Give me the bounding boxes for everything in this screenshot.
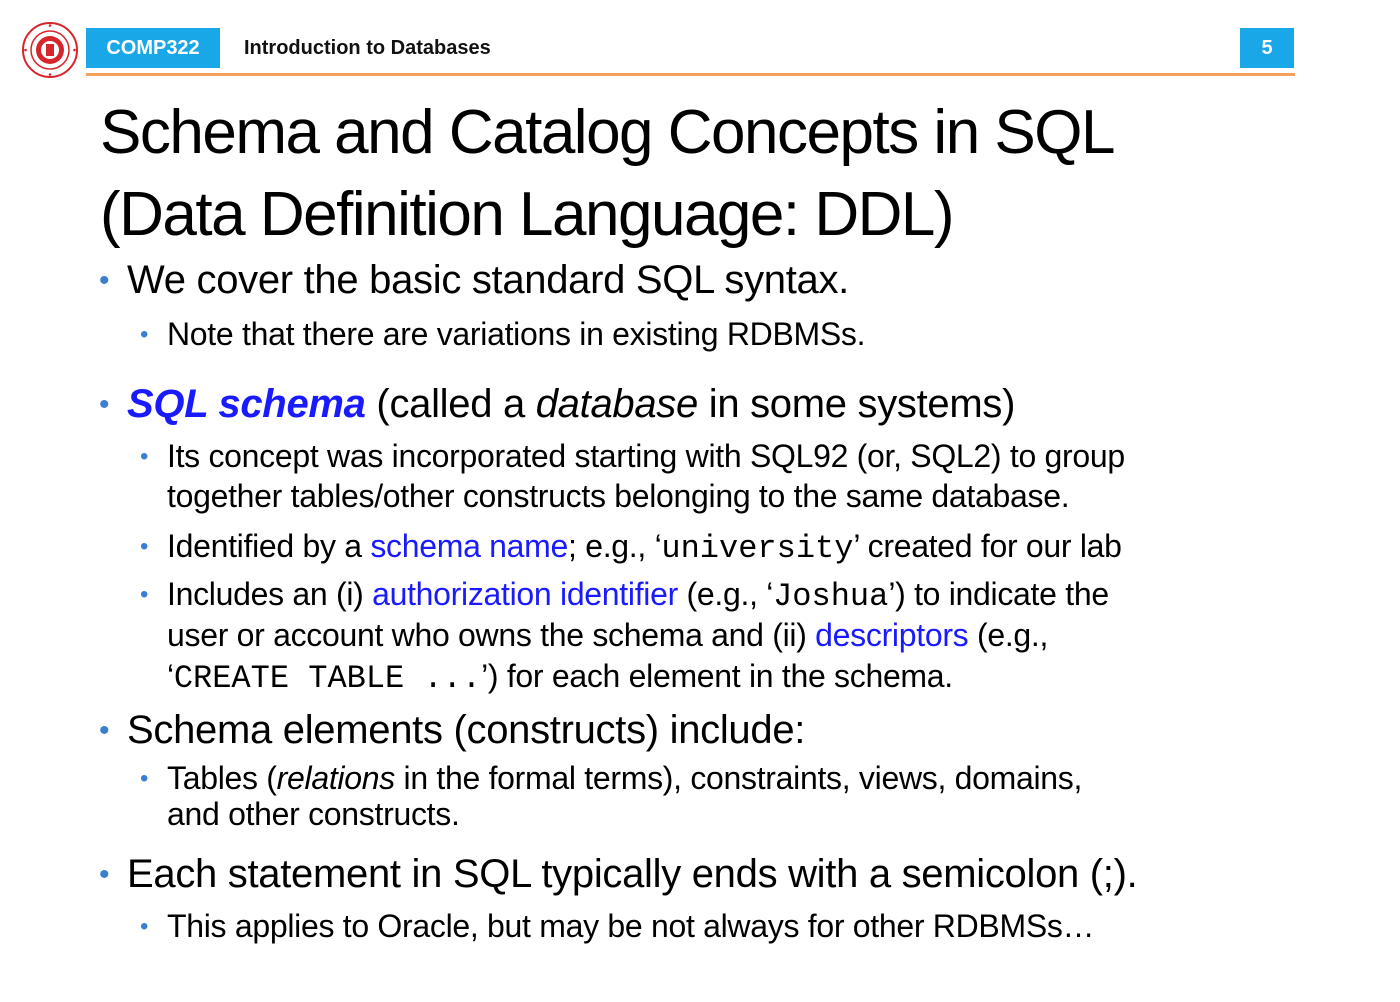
bullet-dot-icon: • [99,714,110,747]
bullet-text: (e.g., ‘ [677,576,774,612]
sub-bullet-authorization-cont [167,615,1048,655]
bullet-text: ’ created for our lab [853,528,1122,564]
term-schema-name: schema name [370,528,569,564]
sub-bullet-oracle [140,906,1095,946]
bullet-dot-icon: • [99,388,110,421]
code-create-table: CREATE TABLE ... [173,660,482,697]
bullet-text-line-2: together tables/other constructs belonging to the same database. [167,478,1070,514]
code-joshua: Joshua [773,578,889,615]
code-university: university [661,530,854,567]
sub-bullet-sql92 [140,436,1125,476]
bullet-text: Each statement in SQL typically ends with a semicolon (;). [127,852,1138,896]
bullet-text: This applies to Oracle, but may be not always for other RDBMSs… [167,908,1095,944]
bullet-sql-schema [99,382,1016,426]
term-relations: relations [276,760,395,796]
bullet-text: user or account who owns the schema and (ii) [167,617,816,653]
bullet-dot-icon: • [99,858,110,891]
bullet-text: Identified by a [167,528,371,564]
sub-bullet-schema-name [140,526,1122,569]
bullet-text: (called a [365,382,536,426]
page-number-badge: 5 [1240,28,1294,68]
bullet-dot-icon: • [140,581,149,608]
bullet-basic-syntax [99,258,849,302]
bullet-text: (e.g., [968,617,1049,653]
course-title: Introduction to Databases [244,36,491,59]
bullet-semicolon [99,852,1138,896]
bullet-text: Note that there are variations in existing RDBMSs. [167,316,866,352]
slide-title-line-2: (Data Definition Language: DDL) [100,180,954,249]
bullet-text: ‘ [167,658,174,694]
bullet-schema-elements [99,708,806,752]
term-descriptors: descriptors [815,617,969,653]
sub-bullet-authorization [140,574,1109,617]
bullet-text: Includes an (i) [167,576,373,612]
header-divider [86,73,1295,76]
slide-title-line-1: Schema and Catalog Concepts in SQL [100,98,1114,167]
sub-bullet-authorization-cont-2 [167,656,953,699]
course-code-badge: COMP322 [86,28,220,68]
term-database: database [535,382,698,426]
bullet-text: We cover the basic standard SQL syntax. [127,258,849,302]
sub-bullet-sql92-cont [167,476,1069,516]
bullet-dot-icon: • [140,443,149,470]
sub-bullet-variations [140,314,866,354]
term-authorization-identifier: authorization identifier [372,576,678,612]
sub-bullet-tables [140,758,1083,798]
bullet-text: ’) to indicate the [888,576,1109,612]
university-seal-icon [22,22,78,78]
bullet-dot-icon: • [140,913,149,940]
bullet-dot-icon: • [140,765,149,792]
bullet-text: ; e.g., ‘ [568,528,662,564]
sub-bullet-tables-cont [167,794,460,834]
bullet-dot-icon: • [140,321,149,348]
bullet-text: in some systems) [697,382,1016,426]
bullet-dot-icon: • [99,264,110,297]
bullet-text: in the formal terms), constraints, views, domains, [394,760,1083,796]
bullet-dot-icon: • [140,533,149,560]
bullet-text: ’) for each element in the schema. [481,658,953,694]
term-sql-schema: SQL schema [127,382,366,426]
bullet-text: Schema elements (constructs) include: [127,708,806,752]
bullet-text-line-1: Its concept was incorporated starting with SQL92 (or, SQL2) to group [167,438,1125,474]
slide-title [100,92,1114,256]
bullet-text: Tables ( [167,760,277,796]
bullet-text-line-2: and other constructs. [167,796,460,832]
